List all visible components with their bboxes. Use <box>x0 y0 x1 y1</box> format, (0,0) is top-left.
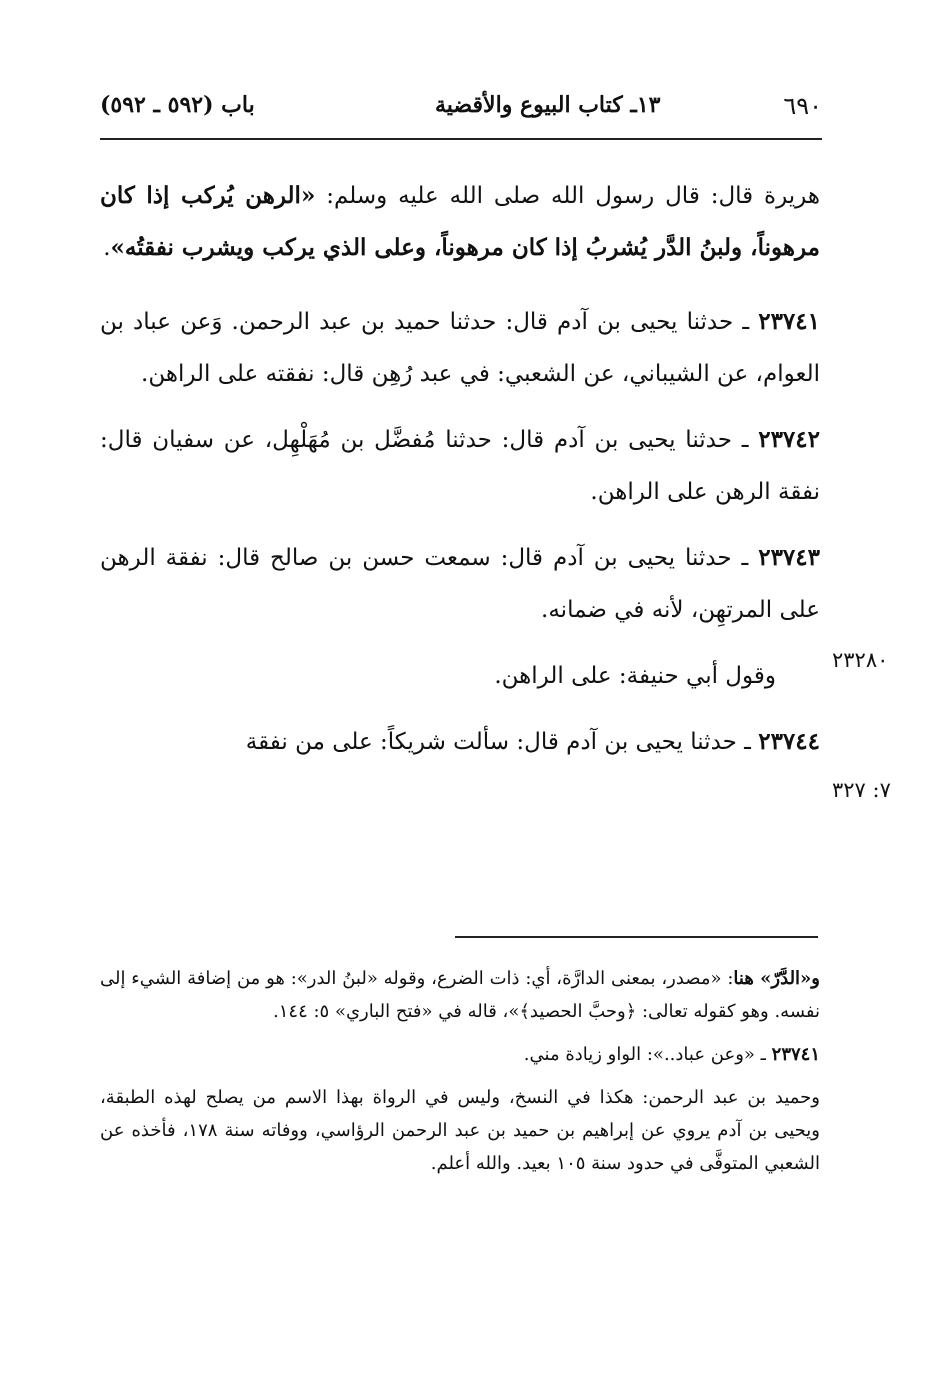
hadith-23744 <box>100 716 820 768</box>
footnote-3 <box>100 1081 820 1180</box>
footnote-text: : «مصدر، بمعنى الدارَّة، أي: ذات الضرع، وقوله «لبنُ الدر»: هو من إضافة الشيء إلى نفسه. وهو كقوله تعالى: ﴿وحبَّ الحصيد﴾»، قاله في «فتح الباري» ٥: ١٤٤. <box>100 968 820 1022</box>
hadith-number: ٢٣٧٤٣ <box>758 544 820 571</box>
hadith-23742 <box>100 414 820 518</box>
continuation-text: هريرة قال: قال رسول الله صلى الله عليه وسلم: <box>315 183 820 209</box>
page-number: ٦٩٠ <box>783 92 822 120</box>
continuation-end: . <box>103 235 111 261</box>
hadith-number: ٢٣٧٤١ <box>758 308 820 335</box>
hadith-number: ٢٣٧٤٢ <box>758 426 820 453</box>
abu-hanifa-note <box>100 650 820 702</box>
footnote-text: وحميد بن عبد الرحمن: هكذا في النسخ، وليس في الرواة بهذا الاسم من يصلح لهذه الطبقة، ويحيى بن آدم يروي عن إبراهيم بن حميد بن عبد الرحمن الرؤاسي، ووفاته سنة ١٧٨، فأخذه عن الشعبي المتوفَّى في حدود سنة ١٠٥ بعيد. والله أعلم. <box>100 1087 820 1174</box>
footnote-lead: ٢٣٧٤١ <box>771 1044 820 1065</box>
hadith-quote: «الرهن يُركب إذا كان مرهوناً، ولبنُ الدَّر يُشربُ إذا كان مرهوناً، وعلى الذي يركب ويشرب نفقتُه» <box>100 182 820 261</box>
book-title: ١٣ـ كتاب البيوع والأقضية <box>435 92 661 118</box>
chapter-range: باب (٥٩٢ ـ ٥٩٢) <box>100 92 255 118</box>
footnote-lead: و«الدَّرّ» هنا <box>733 968 821 989</box>
hadith-text: ـ حدثنا يحيى بن آدم قال: سألت شريكاً: على من نفقة <box>245 729 759 755</box>
hadith-text: ـ حدثنا يحيى بن آدم قال: حدثنا حميد بن عبد الرحمن. وَعن عباد بن العوام، عن الشيباني، عن الشعبي: في عبد رُهِن قال: نفقته على الراهن. <box>100 309 820 387</box>
footnote-2 <box>100 1038 820 1071</box>
abu-hanifa-text: وقول أبي حنيفة: على الراهن. <box>494 663 776 689</box>
hadith-number: ٢٣٧٤٤ <box>758 728 820 755</box>
margin-reference-1: ٢٣٢٨٠ <box>832 648 889 672</box>
hadith-text: ـ حدثنا يحيى بن آدم قال: سمعت حسن بن صالح قال: نفقة الرهن على المرتهِن، لأنه في ضمانه. <box>100 545 820 623</box>
hadith-continuation <box>100 170 820 274</box>
footnotes <box>100 962 820 1190</box>
hadith-text: ـ حدثنا يحيى بن آدم قال: حدثنا مُفضَّل بن مُهَلْهِل، عن سفيان قال: نفقة الرهن على الراهن. <box>100 427 820 505</box>
main-text <box>100 170 820 782</box>
footnote-rule <box>455 936 818 938</box>
footnote-text: ـ «وعن عباد..»: الواو زيادة مني. <box>523 1044 772 1065</box>
hadith-23741 <box>100 296 820 400</box>
hadith-23743 <box>100 532 820 636</box>
footnote-1 <box>100 962 820 1028</box>
header-rule <box>100 138 822 140</box>
running-header <box>100 88 822 128</box>
margin-reference-2: ٧: ٣٢٧ <box>832 778 891 802</box>
